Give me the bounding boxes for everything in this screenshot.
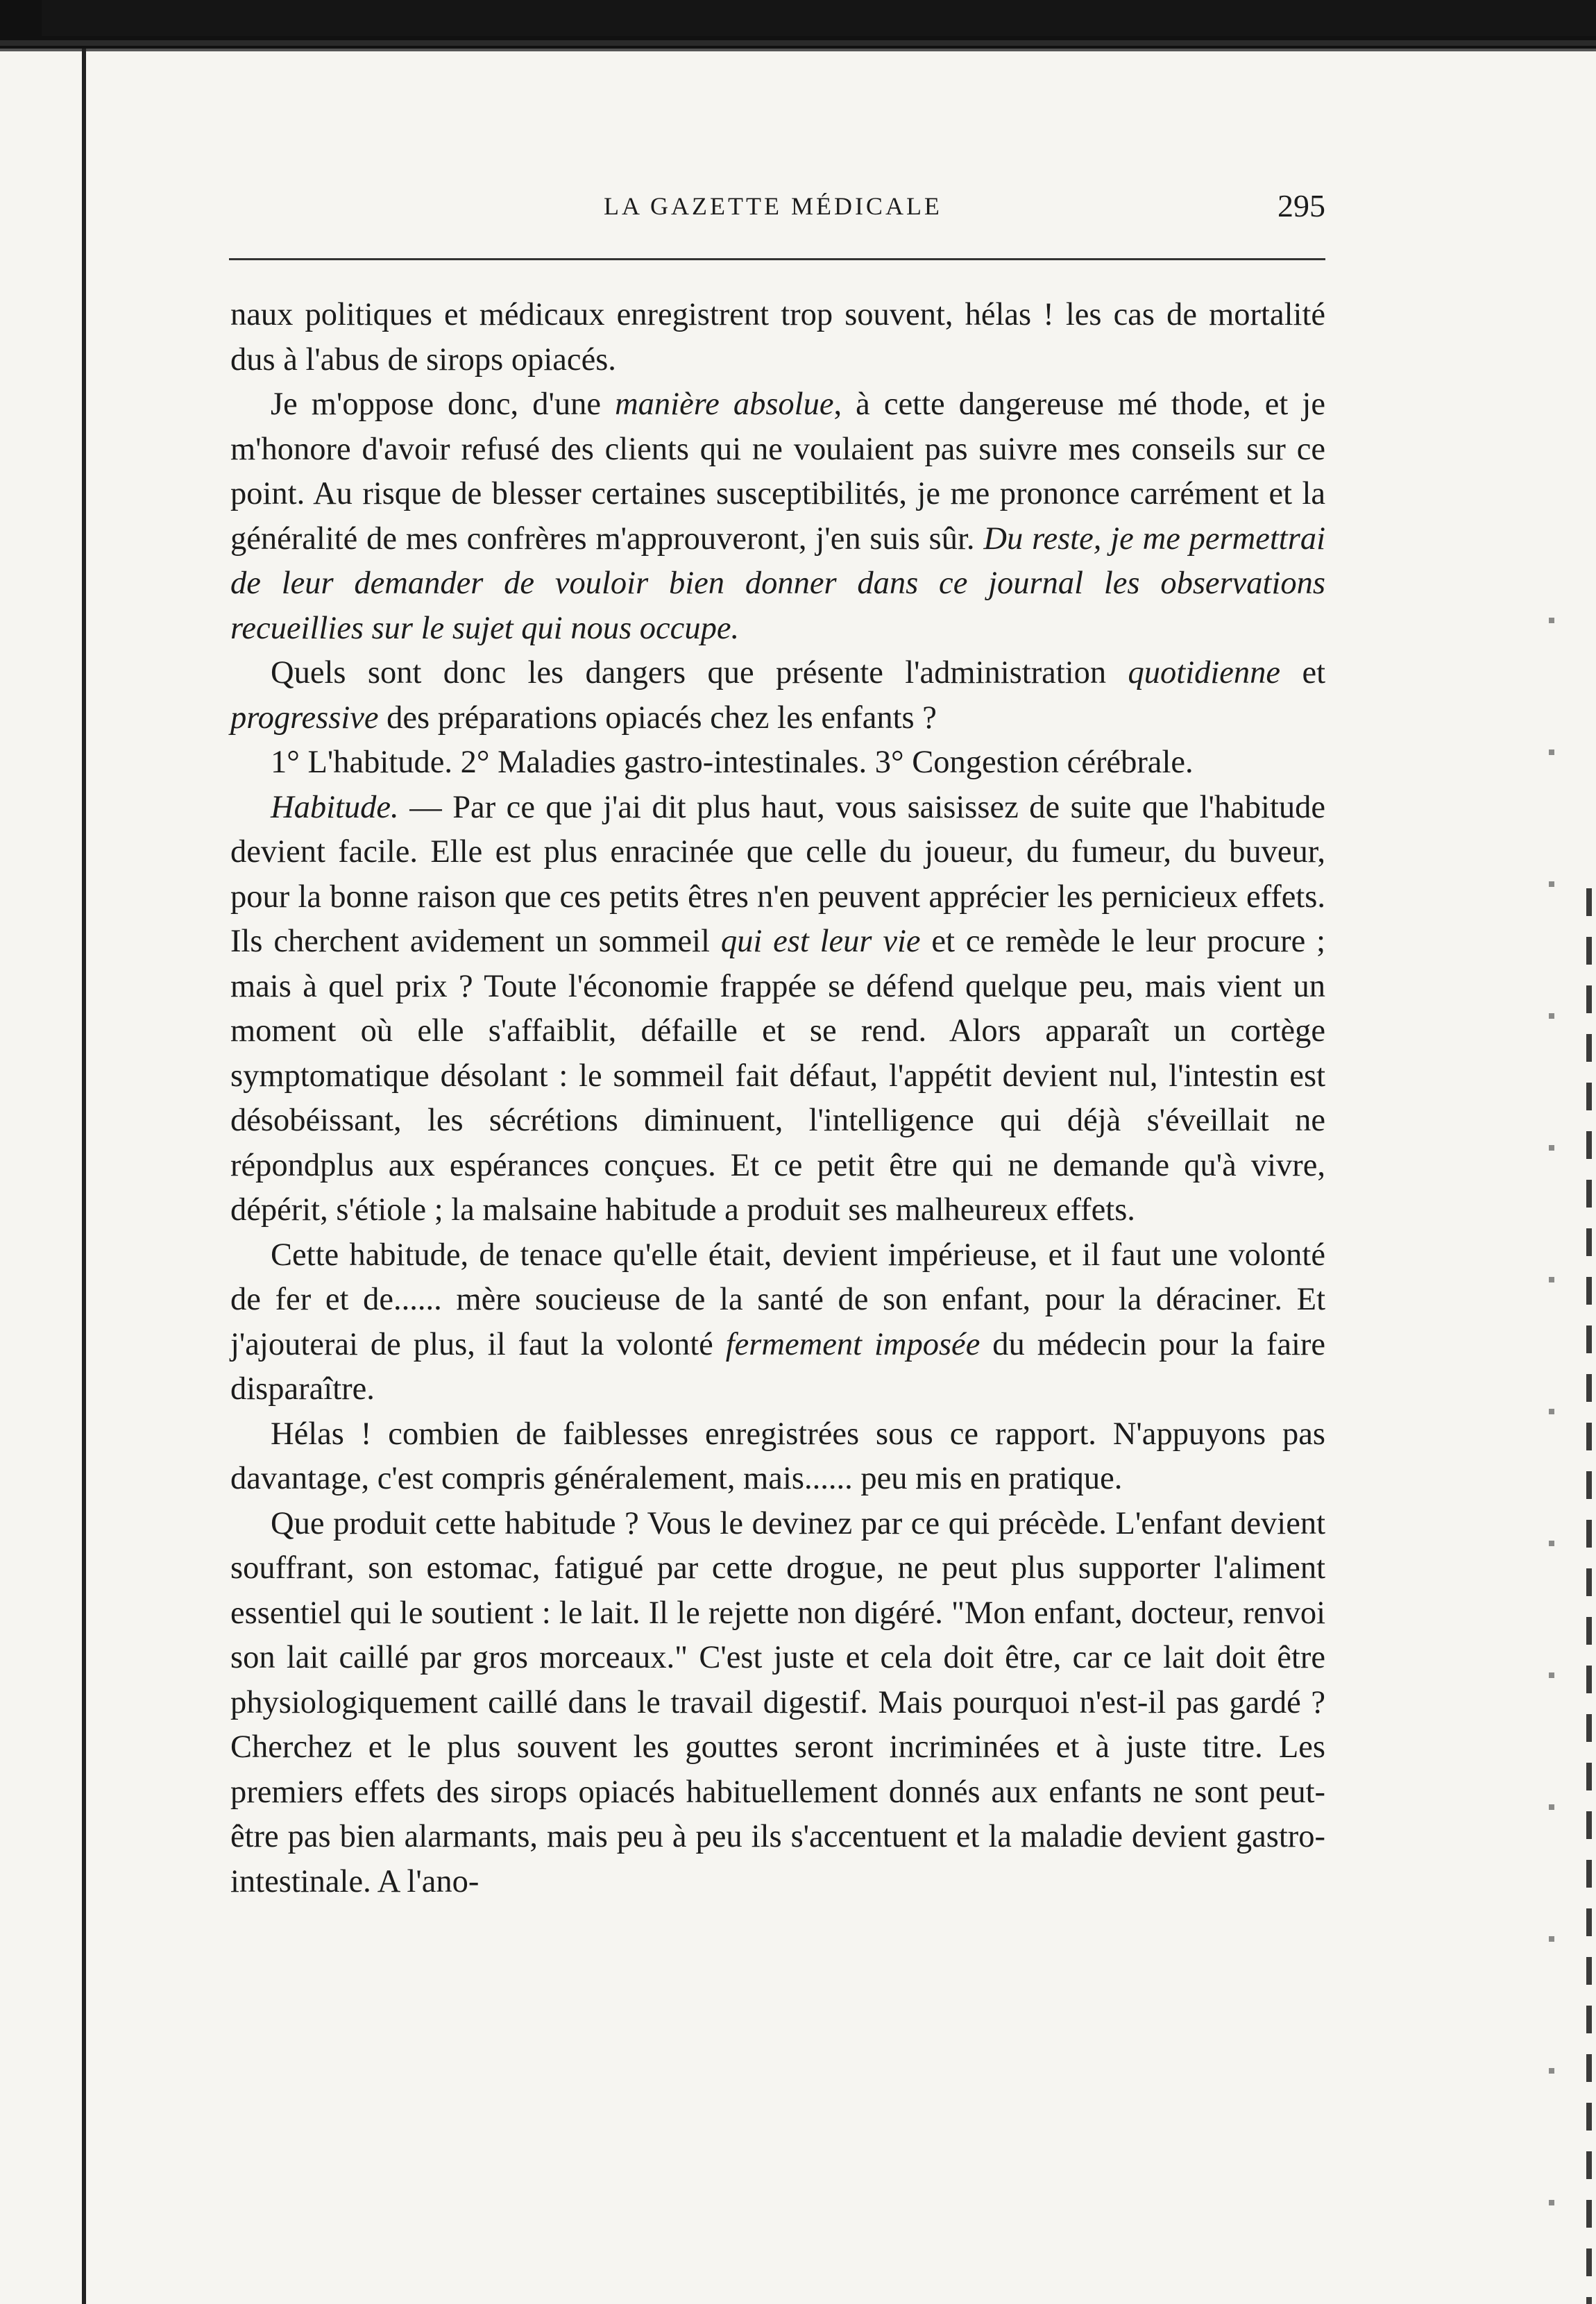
paragraph: Je m'oppose donc, d'une manière absolue, à cette dangereuse mé thode, et je m'honore d'avoir refusé des clients qui ne voulaient pas suivre mes conseils sur ce point. Au risque de blesser certaines susceptibilités, je me prononce carrément et la généralité de mes confrères m'approuveront, j'en suis sûr. Du reste, je me permettrai de leur demander de vouloir bien donner dans ce journal les observations recueillies sur le sujet qui nous occupe. — [230, 387, 1325, 646]
page-edge-shadow — [1586, 888, 1592, 2304]
paragraph: Que produit cette habitude ? Vous le devinez par ce qui précède. L'enfant devient souffrant, son estomac, fatigué par cette drogue, ne peut plus supporter l'aliment essentiel qui le soutient : le lait. Il le rejette non digéré. "Mon enfant, docteur, renvoi son lait caillé par gros morceaux." C'est juste et cela doit être, car ce lait doit être physiologiquement caillé dans le travail digestif. Mais pourquoi n'est-il pas gardé ? Cherchez et le plus souvent les gouttes seront incriminées et à juste titre. Les premiers effets des sirops opiacés habituellement donnés aux enfants ne sont peut-être pas bien alarmants, mais peu à peu ils s'accentuent et la maladie devient gastro-intestinale. A l'ano- — [230, 1505, 1325, 1899]
header-rule — [229, 258, 1325, 260]
page-number: 295 — [1277, 188, 1325, 223]
running-title: LA GAZETTE MÉDICALE — [604, 192, 942, 220]
scan-top-rule — [0, 40, 1596, 46]
scan-top-border — [0, 0, 1596, 49]
paragraph: naux politiques et médicaux enregistrent trop souvent, hélas ! les cas de mortalité dus à l'abus de sirops opiacés. — [230, 297, 1325, 378]
paragraph: Hélas ! combien de faiblesses enregistrées sous ce rapport. N'appuyons pas davantage, c'est compris généralement, mais...... peu mis en pratique. — [230, 1416, 1325, 1496]
scan-specks — [1549, 541, 1554, 2207]
paragraph: Habitude. — Par ce que j'ai dit plus haut, vous saisissez de suite que l'habitude devient facile. Elle est plus enracinée que celle du joueur, du fumeur, du buveur, pour la bonne raison que ces petits êtres n'en peuvent apprécier les pernicieux effets. Ils cherchent avidement un sommeil qui est leur vie et ce remède le leur procure ; mais à quel prix ? Toute l'économie frappée se défend quelque peu, mais vient un moment où elle s'affaiblit, défaille et se rend. Alors apparaît un cortège symptomatique désolant : le sommeil fait défaut, l'appétit devient nul, l'intestin est désobéissant, les sécrétions diminuent, l'intelligence qui déjà s'éveillait ne répondplus aux espérances conçues. Et ce petit être qui ne demande qu'à vivre, dépérit, s'étiole ; la malsaine habitude a produit ses malheureux effets. — [230, 789, 1325, 1228]
body-text — [230, 293, 1325, 1904]
paragraph: 1° L'habitude. 2° Maladies gastro-intestinales. 3° Congestion cérébrale. — [271, 745, 1194, 780]
scan-top-bar — [42, 0, 1596, 36]
scan-top-thin-rule — [0, 49, 1596, 51]
page-header — [229, 187, 1325, 229]
binding-edge — [82, 49, 86, 2304]
paragraph: Quels sont donc les dangers que présente l'administration quotidienne et progressive des préparations opiacés chez les enfants ? — [230, 655, 1325, 736]
paragraph: Cette habitude, de tenace qu'elle était, devient impérieuse, et il faut une volonté de fer et de...... mère soucieuse de la santé de son enfant, pour la déraciner. Et j'ajouterai de plus, il faut la volonté fermement imposée du médecin pour la faire disparaître. — [230, 1237, 1325, 1407]
